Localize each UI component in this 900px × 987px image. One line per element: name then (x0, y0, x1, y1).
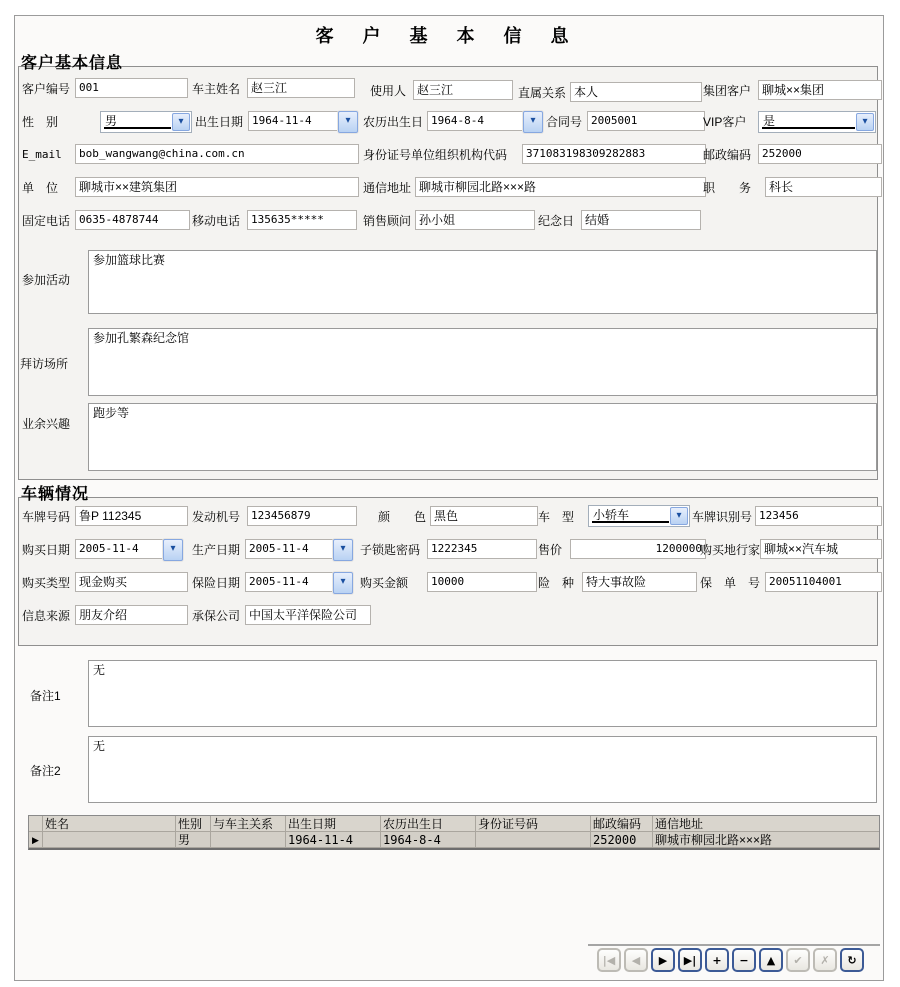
grid-cell-lunar[interactable]: 1964-8-4 (381, 832, 476, 848)
grid-cell-postcode[interactable]: 252000 (591, 832, 653, 848)
lunar-birth-field[interactable]: 1964-8-4 (427, 111, 527, 131)
key-code-field[interactable]: 1222345 (427, 539, 537, 559)
group-customer-label: 集团客户 (703, 84, 752, 98)
chevron-down-icon: ▾ (530, 115, 536, 126)
group-customer-field[interactable]: 聊城××集团 (758, 80, 882, 100)
grid-header-lunar: 农历出生日 (381, 816, 476, 832)
delete-record-icon: − (739, 953, 749, 967)
chevron-down-icon: ▾ (340, 576, 346, 587)
sales-field[interactable]: 孙小姐 (415, 210, 535, 230)
edit-record-button[interactable] (759, 948, 783, 972)
insure-date-dropdown-button[interactable] (333, 572, 353, 594)
postcode-field[interactable]: 252000 (758, 144, 882, 164)
model-value: 小轿车 (593, 508, 630, 522)
grid-cell-relation[interactable] (211, 832, 286, 848)
mobile-field[interactable]: 135635***** (247, 210, 357, 230)
job-field[interactable]: 科长 (765, 177, 882, 197)
activity-label: 参加活动 (22, 273, 71, 287)
related-persons-grid (28, 815, 880, 850)
grid-header-birth: 出生日期 (286, 816, 381, 832)
color-field[interactable]: 黑色 (430, 506, 538, 526)
focus-underline (762, 127, 855, 129)
insure-kind-field[interactable]: 特大事故险 (582, 572, 697, 592)
visit-place-label: 拜访场所 (20, 357, 69, 371)
chevron-down-icon: ▾ (340, 543, 346, 554)
remark2-textarea[interactable]: 无 (88, 736, 877, 803)
activity-textarea[interactable]: 参加篮球比赛 (88, 250, 877, 314)
chevron-down-icon: ▾ (170, 543, 176, 554)
buy-type-label: 购买类型 (22, 576, 71, 590)
vip-combobox[interactable] (758, 111, 876, 133)
first-record-button[interactable] (597, 948, 621, 972)
remark1-label: 备注1 (30, 689, 61, 703)
company-label: 单 位 (22, 181, 59, 195)
birth-date-field[interactable]: 1964-11-4 (248, 111, 341, 131)
refresh-icon: ↻ (847, 953, 857, 967)
relation-field[interactable]: 本人 (570, 82, 702, 102)
phone-field[interactable]: 0635-4878744 (75, 210, 190, 230)
insure-date-field[interactable]: 2005-11-4 (245, 572, 337, 592)
grid-header-selector (29, 816, 43, 832)
navigator-divider (588, 944, 880, 946)
price-label: 售价 (538, 543, 563, 557)
insert-record-button[interactable] (705, 948, 729, 972)
email-label: E_mail (22, 148, 62, 161)
buy-place-label: 购买地行家 (700, 543, 761, 557)
first-record-icon: |◀ (602, 953, 616, 967)
birth-date-dropdown-button[interactable] (338, 111, 358, 133)
grid-header-row (29, 816, 879, 832)
customer-section-title: 客户基本信息 (21, 55, 124, 72)
buy-type-field[interactable]: 现金购买 (75, 572, 188, 592)
delete-record-button[interactable] (732, 948, 756, 972)
contract-no-field[interactable]: 2005001 (587, 111, 705, 131)
chevron-down-icon: ▾ (345, 115, 351, 126)
price-field[interactable]: 1200000 (570, 539, 706, 559)
grid-header-relation: 与车主关系 (211, 816, 286, 832)
vehicle-section-title: 车辆情况 (21, 486, 90, 503)
grid-header-address: 通信地址 (653, 816, 879, 832)
grid-cell-address[interactable]: 聊城市柳园北路×××路 (653, 832, 879, 848)
id-code-label: 身份证号单位组织机构代码 (363, 148, 508, 162)
visit-place-textarea[interactable]: 参加孔繁森纪念馆 (88, 328, 877, 396)
hobby-textarea[interactable]: 跑步等 (88, 403, 877, 471)
row-selector-icon: ▶ (29, 832, 43, 848)
prior-record-icon: ◀ (631, 953, 641, 967)
contract-no-label: 合同号 (546, 115, 583, 129)
buy-place-field[interactable]: 聊城××汽车城 (760, 539, 882, 559)
prod-date-dropdown-button[interactable] (333, 539, 353, 561)
grid-cell-name[interactable] (43, 832, 176, 848)
grid-header-name: 姓名 (43, 816, 176, 832)
engine-no-label: 发动机号 (192, 510, 241, 524)
model-label: 车 型 (538, 510, 575, 524)
focus-underline (104, 127, 171, 129)
grid-header-gender: 性别 (176, 816, 211, 832)
mobile-label: 移动电话 (192, 214, 241, 228)
address-label: 通信地址 (363, 181, 412, 195)
plate-id-label: 车牌识别号 (692, 510, 753, 524)
model-combobox[interactable] (588, 505, 690, 527)
relation-label: 直属关系 (518, 86, 567, 100)
customer-id-field[interactable]: 001 (75, 78, 188, 98)
job-label: 职 务 (703, 181, 752, 195)
anniversary-label: 纪念日 (538, 214, 575, 228)
address-field[interactable]: 聊城市柳园北路×××路 (415, 177, 706, 197)
insurer-field[interactable]: 中国太平洋保险公司 (245, 605, 371, 625)
chevron-down-icon[interactable]: ▾ (670, 507, 688, 525)
plate-no-field[interactable]: 鲁P 112345 (75, 506, 188, 526)
phone-label: 固定电话 (22, 214, 71, 228)
buy-date-label: 购买日期 (22, 543, 71, 557)
buy-date-field[interactable]: 2005-11-4 (75, 539, 167, 559)
owner-name-label: 车主姓名 (192, 82, 241, 96)
insurer-label: 承保公司 (192, 609, 241, 623)
color-label: 颜 色 (378, 510, 427, 524)
prior-record-button[interactable] (624, 948, 648, 972)
info-source-field[interactable]: 朋友介绍 (75, 605, 188, 625)
plate-no-label: 车牌号码 (22, 510, 71, 524)
email-field[interactable]: bob_wangwang@china.com.cn (75, 144, 359, 164)
post-edit-button[interactable] (786, 948, 810, 972)
grid-cell-birth[interactable]: 1964-11-4 (286, 832, 381, 848)
cancel-edit-button[interactable] (813, 948, 837, 972)
buy-amount-field[interactable]: 10000 (427, 572, 537, 592)
refresh-button[interactable] (840, 948, 864, 972)
lunar-birth-label: 农历出生日 (363, 115, 424, 129)
insure-kind-label: 险 种 (538, 576, 575, 590)
last-record-button[interactable] (678, 948, 702, 972)
grid-cell-idcard[interactable] (476, 832, 591, 848)
policy-no-label: 保 单 号 (700, 576, 761, 590)
prod-date-field[interactable]: 2005-11-4 (245, 539, 337, 559)
insert-record-icon: + (712, 953, 722, 967)
gender-label: 性 别 (22, 115, 59, 129)
info-source-label: 信息来源 (22, 609, 71, 623)
buy-date-dropdown-button[interactable] (163, 539, 183, 561)
postcode-label: 邮政编码 (703, 148, 752, 162)
lunar-birth-dropdown-button[interactable] (523, 111, 543, 133)
db-navigator (597, 948, 864, 972)
sales-label: 销售顾问 (363, 214, 412, 228)
plate-id-field[interactable]: 123456 (755, 506, 882, 526)
vip-value: 是 (763, 114, 776, 128)
anniversary-field[interactable]: 结婚 (581, 210, 701, 230)
prod-date-label: 生产日期 (192, 543, 241, 557)
focus-underline (592, 521, 669, 523)
insure-date-label: 保险日期 (192, 576, 241, 590)
grid-header-idcard: 身份证号码 (476, 816, 591, 832)
gender-value: 男 (105, 114, 118, 128)
next-record-button[interactable] (651, 948, 675, 972)
post-edit-icon: ✔ (793, 953, 803, 967)
id-code-field[interactable]: 371083198309282883 (522, 144, 706, 164)
policy-no-field[interactable]: 20051104001 (765, 572, 882, 592)
cancel-edit-icon: ✗ (820, 953, 830, 967)
page-title: 客 户 基 本 信 息 (315, 26, 581, 46)
grid-cell-gender[interactable]: 男 (176, 832, 211, 848)
user-label: 使用人 (370, 84, 407, 98)
buy-amount-label: 购买金额 (360, 576, 409, 590)
customer-id-label: 客户编号 (22, 82, 71, 96)
company-field[interactable]: 聊城市××建筑集团 (75, 177, 359, 197)
user-field[interactable]: 赵三江 (413, 80, 513, 100)
grid-header-postcode: 邮政编码 (591, 816, 653, 832)
vip-label: VIP客户 (703, 115, 747, 129)
birth-date-label: 出生日期 (195, 115, 244, 129)
gender-combobox[interactable] (100, 111, 192, 133)
next-record-icon: ▶ (658, 953, 668, 967)
edit-record-icon: ▲ (766, 953, 776, 967)
key-code-label: 子锁匙密码 (360, 543, 421, 557)
hobby-label: 业余兴趣 (22, 417, 71, 431)
last-record-icon: ▶| (683, 953, 697, 967)
chevron-down-icon[interactable]: ▾ (856, 113, 874, 131)
owner-name-field[interactable]: 赵三江 (247, 78, 355, 98)
grid-data-row[interactable] (29, 832, 879, 848)
remark2-label: 备注2 (30, 764, 61, 778)
remark1-textarea[interactable]: 无 (88, 660, 877, 727)
chevron-down-icon[interactable]: ▾ (172, 113, 190, 131)
engine-no-field[interactable]: 123456879 (247, 506, 357, 526)
